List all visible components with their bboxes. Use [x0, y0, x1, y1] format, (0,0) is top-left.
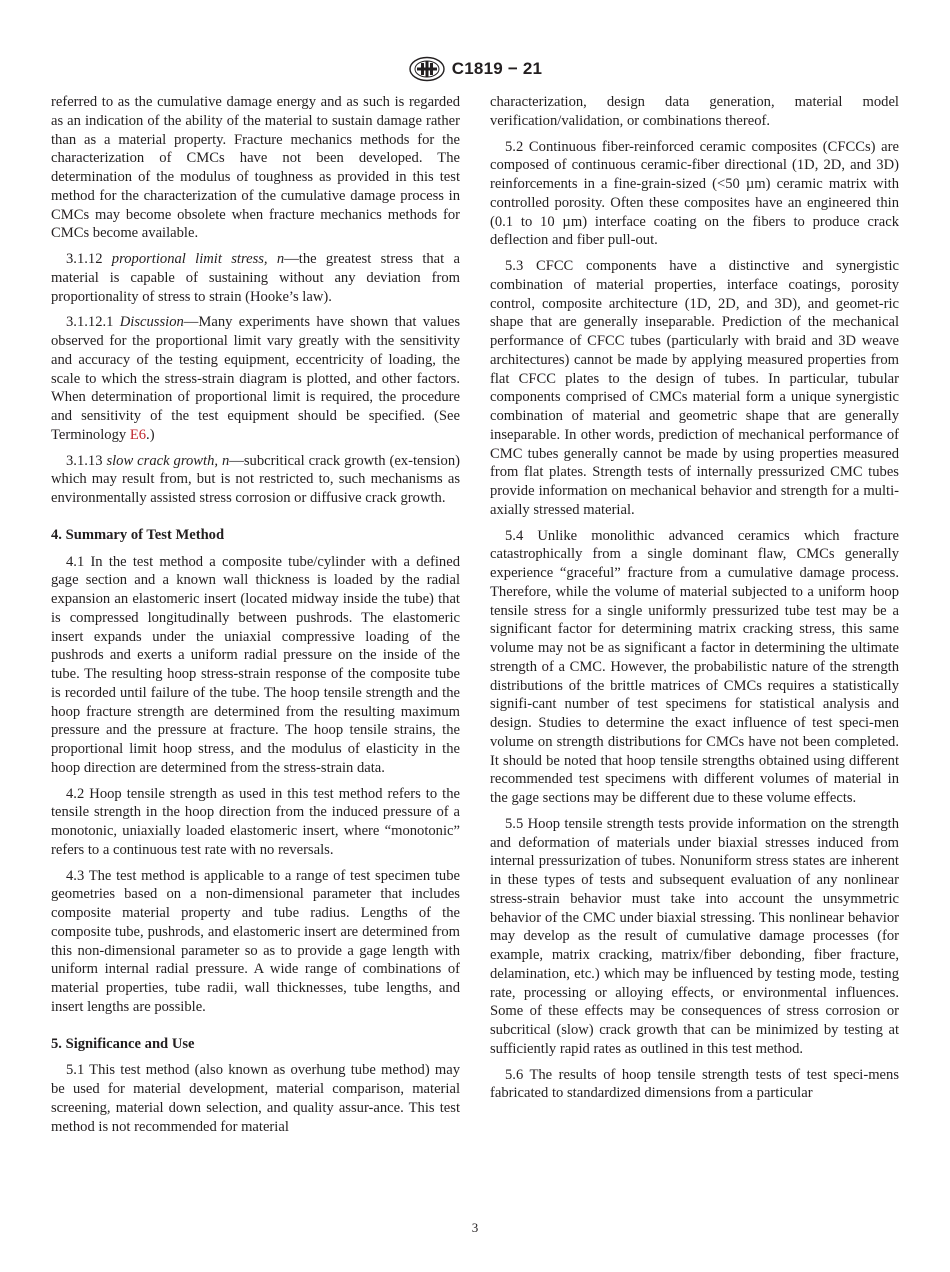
paragraph-continued: referred to as the cumulative damage energy and as such is regarded as an indication of the ability of the material to sustain damage rather than as a material property. Fracture mechanics methods for the characterization of CMCs have not been developed. The determination of the modulus of toughness as provided in this test method for the characterization of the cumulative damage process in CMCs may become obsolete when fracture mechanics methods for CMCs become available.: [51, 94, 460, 242]
paragraph-4-1: 4.1 In the test method a composite tube/cylinder with a defined gage section and a known wall thickness is loaded by the radial expansion an elastomeric insert (located midway inside the tube) that is compressed longitudinally between pushrods. The elastomeric insert expands under the uniaxial compressive loading of the pushrods and exerts a uniform radial pressure on the inside of the tube. The resulting hoop stress-strain response of the composite tube is recorded until failure of the tube. The hoop tensile strength and the hoop fracture strength are determined from the resulting maximum pressure and the pressure at fracture. The hoop tensile strains, the proportional limit hoop stress, and the modulus of elasticity in the hoop direction are determined from the stress-strain data.: [51, 553, 460, 776]
definition-3-1-12: [51, 250, 460, 306]
discussion-3-1-12-1: [51, 313, 460, 444]
definition-text: —subcritical crack growth (ex-tension) which may result from, but is not restricted to, such mechanisms as environmentally assisted stress corrosion or diffusive crack growth.: [51, 452, 460, 506]
paragraph-5-1: 5.1 This test method (also known as overhung tube method) may be used for material development, material comparison, material screening, material down selection, and quality assur-ance. This test method is not recommended for material: [51, 1062, 460, 1135]
section-heading-5: 5. Significance and Use: [51, 1035, 195, 1052]
discussion-tail: .): [146, 426, 155, 443]
defined-term: slow crack growth, n: [106, 452, 230, 469]
defined-term: proportional limit stress, n: [111, 251, 285, 267]
section-number: 3.1.12: [66, 251, 103, 267]
paragraph-5-5: 5.5 Hoop tensile strength tests provide information on the strength and deformation of materials under biaxial stresses induced from internal pressurization of tubes. Nonuniform stress states are inherent in these types of tests and subsequent evaluation of any nonlinear stress-strain behavior must take into account the unsymmetric behavior of the CMC under biaxial stressing. This nonlinear behavior may develop as the result of cumulative damage processes (for example, matrix cracking, matrix/fiber debonding, fiber fracture, delamination, etc.) which may be influenced by testing mode, testing rate, processing or alloying effects, or environmental influences. Some of these effects may be consequences of stress corrosion or subcritical (slow) crack growth that can be minimized by testing at sufficiently rapid rates as outlined in this test method.: [490, 815, 899, 1057]
definition-3-1-13: [51, 452, 460, 508]
paragraph-4-2: 4.2 Hoop tensile strength as used in this test method refers to the tensile strength in the hoop direction from the induced pressure of a monotonic, uniaxially loaded elastomeric insert, where “monotonic” refers to a continuous test rate with no reversals.: [51, 785, 460, 858]
section-number: 3.1.13: [66, 452, 103, 469]
discussion-text: —Many experiments have shown that values observed for the proportional limit vary greatly with the sensitivity and accuracy of the testing equipment, eccentricity of loading, the scale to which the stress-strain diagram is plotted, and other factors. When determination of proportional limit is required, the procedure and sensitivity of the test equipment should be specified. (See Terminology: [51, 314, 461, 443]
astm-logo-icon: [408, 56, 446, 82]
reference-link-e6[interactable]: E6: [129, 426, 147, 443]
paragraph-5-6: 5.6 The results of hoop tensile strength tests of test speci-mens fabricated to standardized dimensions from a particular: [490, 1066, 899, 1102]
definition-text: —the greatest stress that a material is capable of sustaining without any deviation from proportionality of stress to strain (Hooke’s law).: [51, 251, 460, 305]
section-heading-4: 4. Summary of Test Method: [51, 526, 225, 543]
paragraph-5-3: 5.3 CFCC components have a distinctive and synergistic combination of material properties, interface coatings, porosity control, composite architecture (1D, 2D, and 3D), and geomet-ric shape that are generally inseparable. Prediction of the mechanical performance of CFCC tubes (particularly with braid and 3D weave architectures) cannot be made by applying measured properties from flat CFCC plates to the design of tubes. In particular, tubular components comprised of CMCs material form a unique synergistic combination of material and geometric shape that are generally inseparable. In other words, prediction of mechanical performance of CMC tubes generally cannot be made by using properties measured from flat plates. Strength tests of internally pressurized CMC tubes provide information on mechanical behavior and strength for a multi-axially stressed material.: [490, 258, 899, 518]
document-designation: C1819 − 21: [451, 59, 543, 78]
discussion-label: Discussion: [119, 314, 184, 331]
paragraph-continued: characterization, design data generation, material model verification/validation, or combinations thereof.: [490, 94, 899, 129]
page-header: [0, 56, 950, 82]
page-number: 3: [471, 1220, 479, 1235]
left-column: [51, 93, 460, 1143]
paragraph-5-4: 5.4 Unlike monolithic advanced ceramics which fracture catastrophically from a single dominant flaw, CMCs generally experience “graceful” fracture from a cumulative damage process. Therefore, while the volume of material subjected to a uniform hoop tensile stress for a single uniformly pressurized tube test may be a significant factor for determining matrix cracking stress, this same volume may not be as significant a factor in determining the ultimate strength of a CMC. However, the probabilistic nature of the strength distributions of the brittle matrices of CMCs requires a statistically signifi-cant number of test specimens for statistical analysis and design. Studies to determine the exact influence of test speci-men volume on strength distributions for CMCs have not been completed. It should be noted that hoop tensile strengths obtained using different recommended test specimens with different volumes of material in the gage sections may be different due to these volume effects.: [490, 527, 899, 806]
paragraph-5-2: 5.2 Continuous fiber-reinforced ceramic composites (CFCCs) are composed of continuous ceramic-fiber directional (1D, 2D, and 3D) reinforcements in a fine-grain-sized (<50 µm) ceramic matrix with controlled porosity. Often these composites have an engineered thin (0.1 to 10 µm) interface coating on the fibers to produce crack deflection and fiber pull-out.: [490, 138, 899, 249]
paragraph-4-3: 4.3 The test method is applicable to a range of test specimen tube geometries based on a non-dimensional parameter that includes composite material property and tube radius. Lengths of the composite tube, pushrods, and elastomeric insert are determined from this non-dimensional parameter so as to provide a gage length with uniform internal radial pressure. A wide range of combinations of material properties, tube radii, wall thicknesses, tube lengths, and insert lengths are possible.: [51, 867, 460, 1015]
right-column: [490, 93, 899, 1110]
section-number: 3.1.12.1: [66, 314, 114, 331]
